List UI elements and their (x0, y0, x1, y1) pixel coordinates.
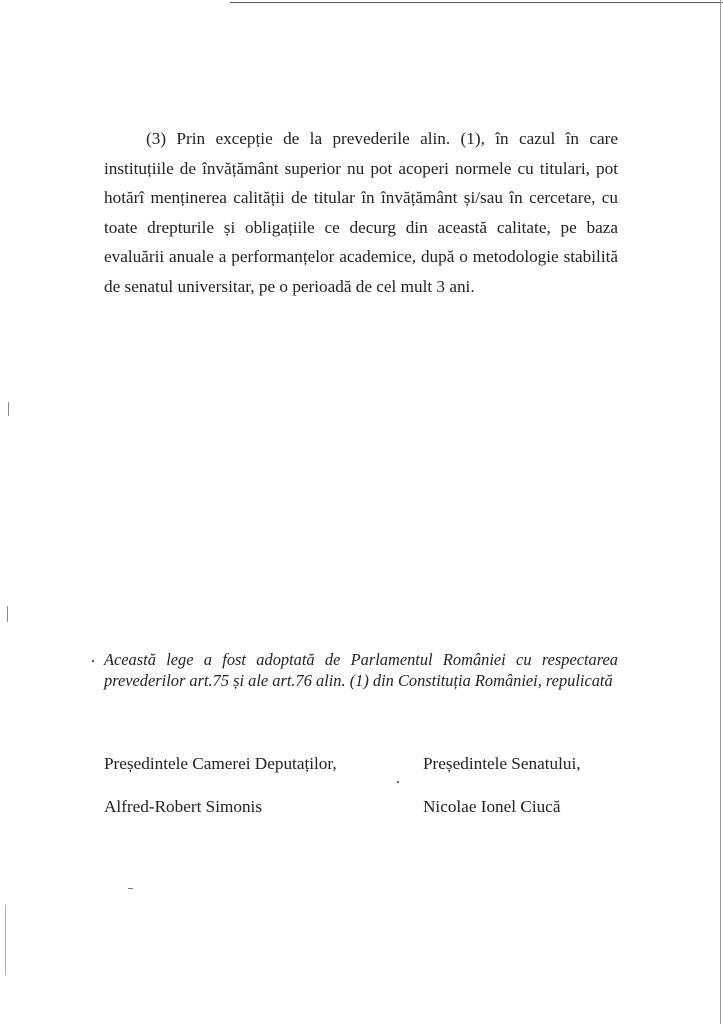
scan-artifact (5, 905, 6, 975)
signature-title: Președintele Camerei Deputaților, (104, 754, 337, 773)
article-paragraph-3: (3) Prin excepție de la prevederile alin. (1), în cazul în care instituțiile de învățământ superior nu pot acoperi normele cu titulari, pot hotărî menținerea calității de titular în învățământ și/sau în cercetare, cu toate drepturile și obligațiile ce decurg din această calitate, pe baza evaluării anuale a performanțelor academice, după o metodologie stabilită de senatul universitar, pe o perioadă de cel mult 3 ani. (104, 129, 618, 296)
signature-name: Alfred-Robert Simonis (104, 797, 263, 816)
margin-mark (92, 660, 94, 662)
stray-dash (128, 888, 133, 889)
scan-artifact (8, 402, 9, 416)
signature-block-chamber (104, 754, 337, 817)
signature-name: Nicolae Ionel Ciucă (423, 797, 561, 816)
signature-title: Președintele Senatului, (423, 754, 581, 773)
stray-dot (397, 781, 399, 783)
scan-artifact (7, 606, 8, 622)
right-edge-rule (720, 0, 721, 1024)
signature-block-senate (423, 754, 581, 817)
top-scan-rule (230, 2, 723, 3)
adoption-note: Această lege a fost adoptată de Parlamentul României cu respectarea prevederilor art.75 și ale art.76 alin. (1) din Constituția României, repulicată (104, 650, 618, 690)
